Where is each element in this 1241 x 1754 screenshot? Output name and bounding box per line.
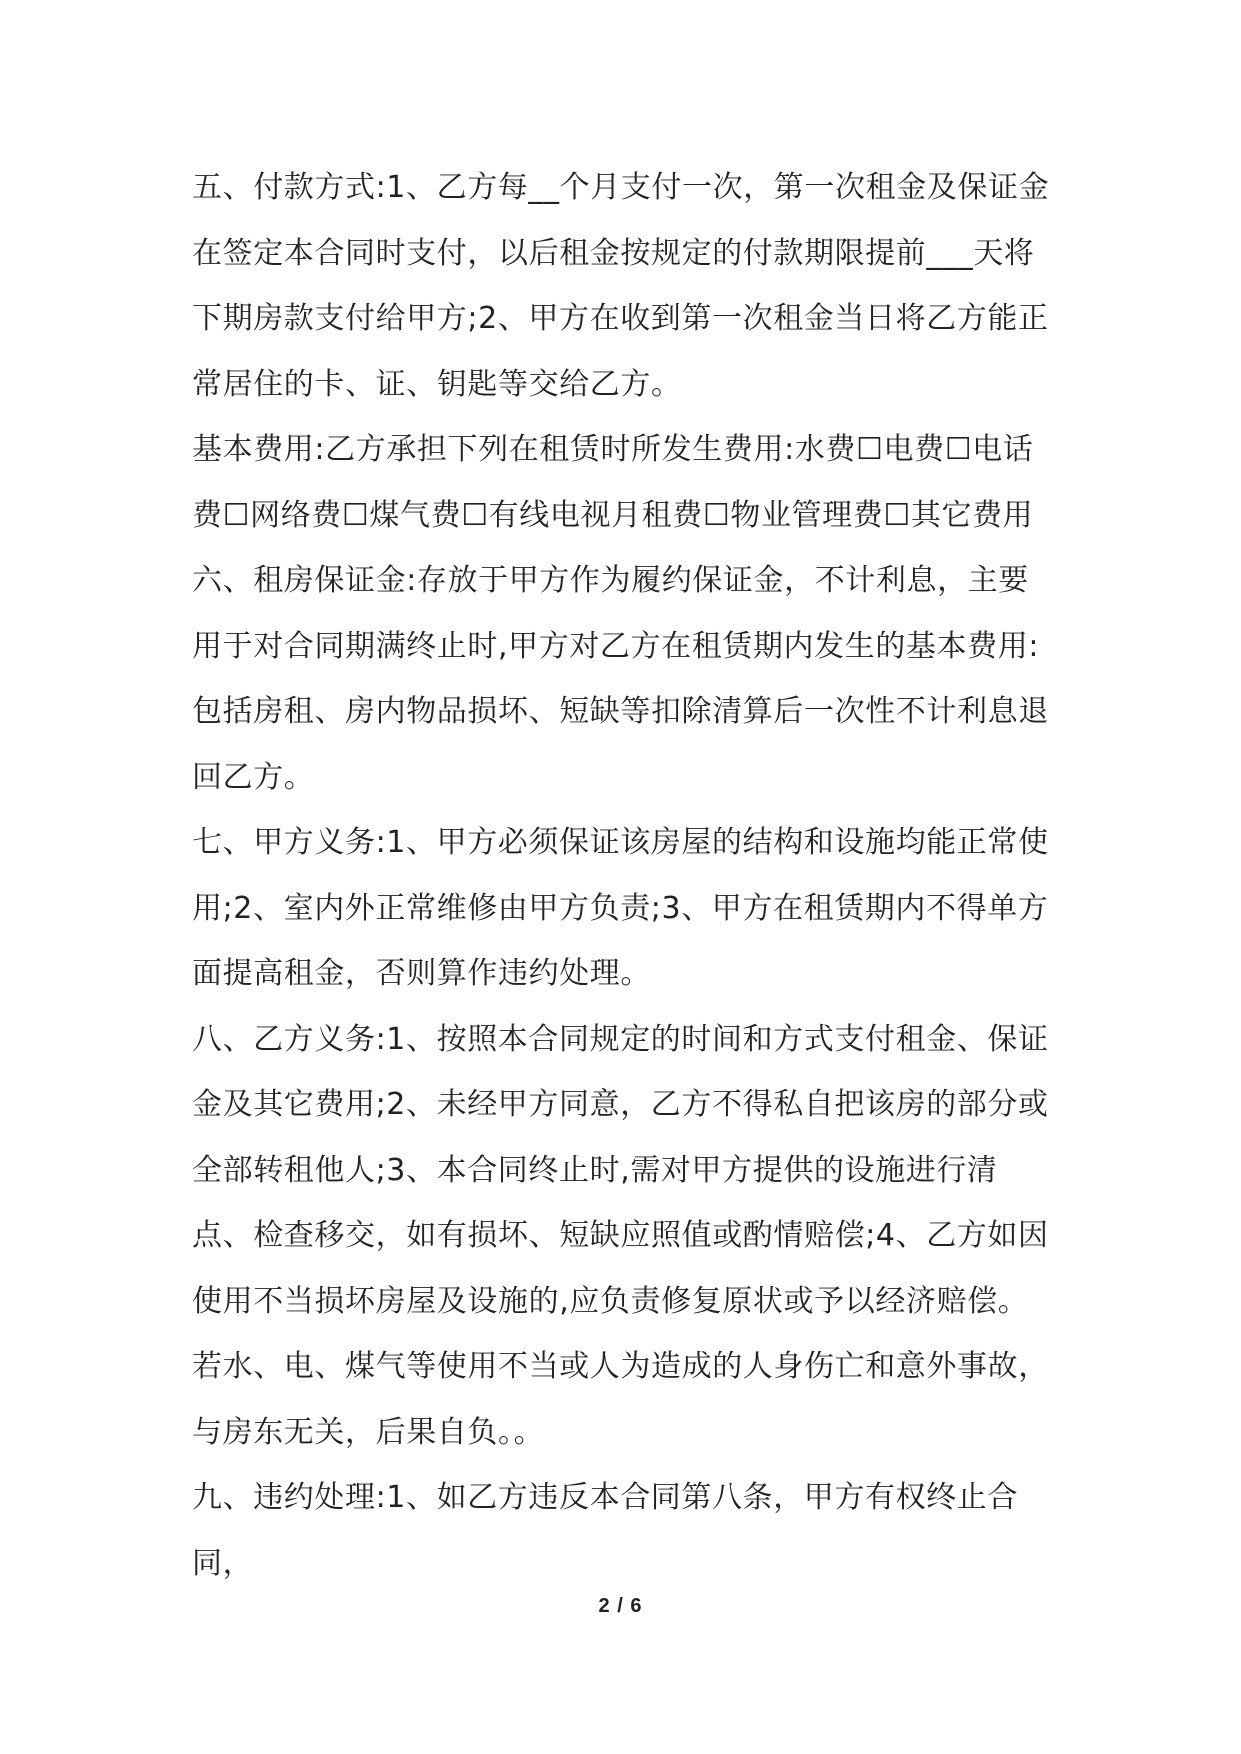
paragraph-party-b-obligations: 八、乙方义务:1、按照本合同规定的时间和方式支付租金、保证金及其它费用;2、未经甲方同意，乙方不得私自把该房的部分或全部转租他人;3、本合同终止时,需对甲方提供的设施进行清点、检查移交，如有损坏、短缺应照值或酌情赔偿;4、乙方如因使用不当损坏房屋及设施的,应负责修复原状或予以经济赔偿。若水、电、煤气等使用不当或人为造成的人身伤亡和意外事故，与房东无关，后果自负。。 xyxy=(192,1021,1049,1450)
paragraph-party-a-obligations: 七、甲方义务:1、甲方必须保证该房屋的结构和设施均能正常使用;2、室内外正常维修由甲方负责;3、甲方在租赁期内不得单方面提高租金，否则算作违约处理。 xyxy=(192,825,1049,991)
page-number: 2 / 6 xyxy=(598,1595,643,1617)
document-body xyxy=(192,155,1050,1596)
paragraph-breach-handling: 九、违约处理:1、如乙方违反本合同第八条，甲方有权终止合同， xyxy=(192,1480,1018,1581)
paragraph-basic-fees: 基本费用:乙方承担下列在租赁时所发生费用:水费☐电费☐电话费☐网络费☐煤气费☐有线电视月租费☐物业管理费☐其它费用 xyxy=(192,432,1034,533)
paragraph-security-deposit: 六、租房保证金:存放于甲方作为履约保证金，不计利息，主要用于对合同期满终止时,甲方对乙方在租赁期内发生的基本费用:包括房租、房内物品损坏、短缺等扣除清算后一次性不计利息退回乙方。 xyxy=(192,563,1049,795)
paragraph-payment-method: 五、付款方式:1、乙方每__个月支付一次，第一次租金及保证金在签定本合同时支付，以后租金按规定的付款期限提前___天将下期房款支付给甲方;2、甲方在收到第一次租金当日将乙方能正常居住的卡、证、钥匙等交给乙方。 xyxy=(192,170,1050,402)
